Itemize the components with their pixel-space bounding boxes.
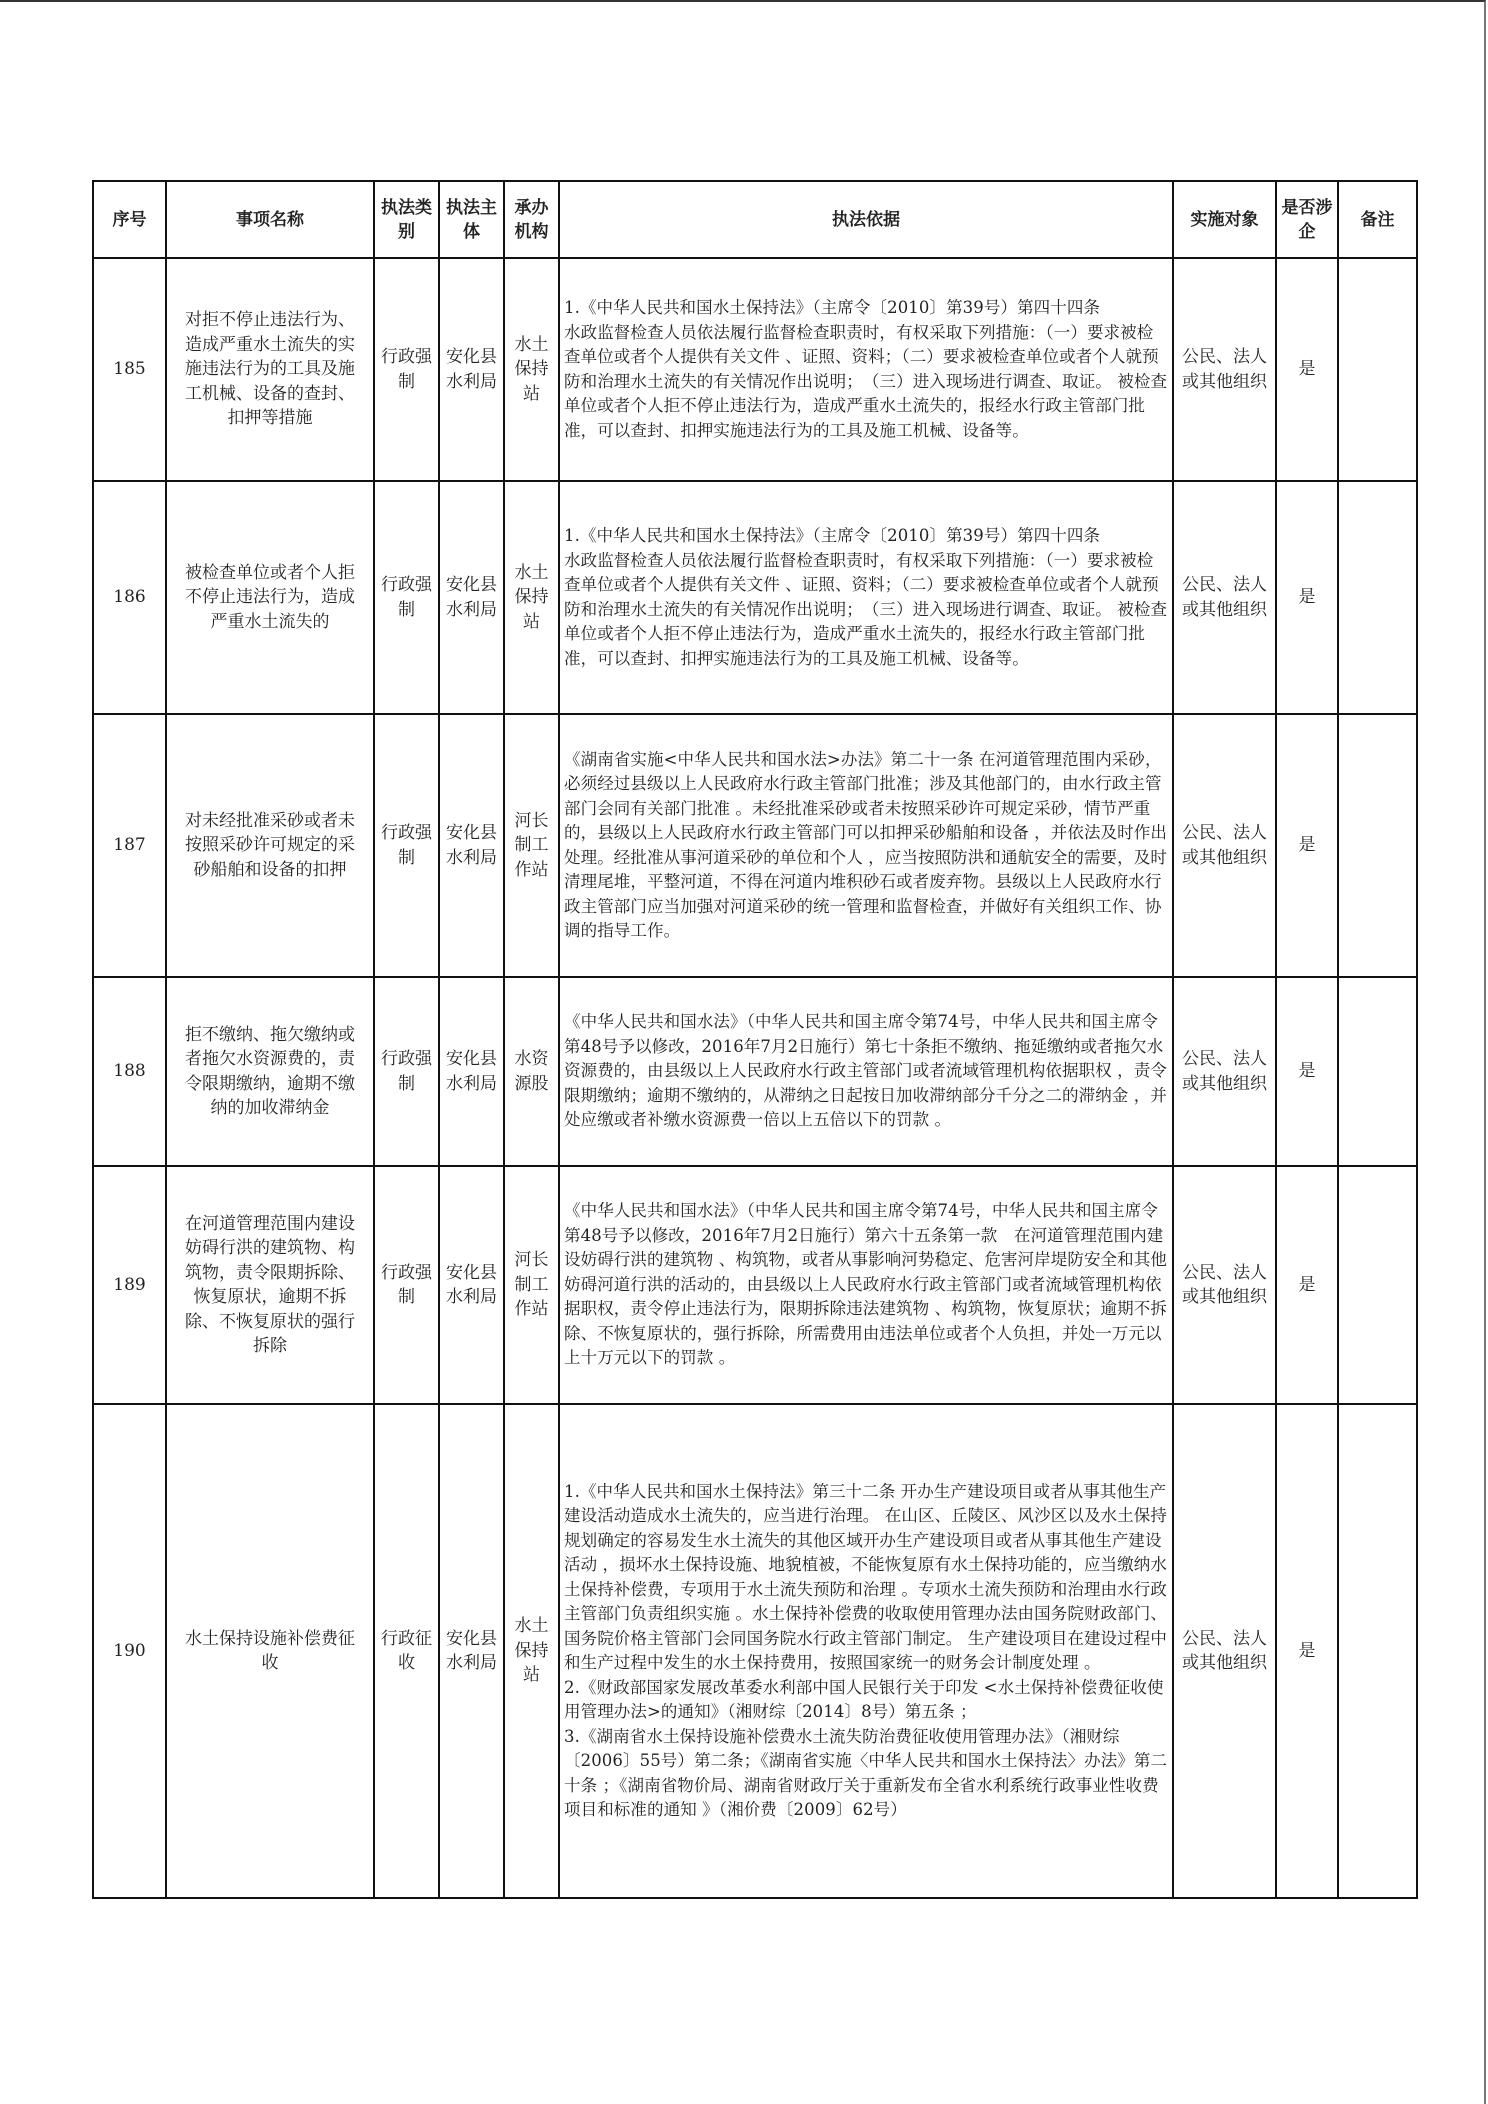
cell-remark — [1338, 1404, 1417, 1898]
cell-agency: 水土保持站 — [504, 481, 559, 714]
cell-no: 187 — [93, 714, 166, 977]
table-row — [93, 1166, 1417, 1404]
cell-category: 行政强制 — [374, 1166, 439, 1404]
cell-basis: 《中华人民共和国水法》（中华人民共和国主席令第74号，中华人民共和国主席令第48号予以修改，2016年7月2日施行）第六十五条第一款 在河道管理范围内建设妨碍行洪的建筑物 、构筑物，或者从事影响河势稳定、危害河岸堤防安全和其他妨碍河道行洪的活动的，由县级以上人民政府水行政主管部门或者流域管理机构依据职权，责令停止违法行为，限期拆除违法建筑物 、构筑物，恢复原状；逾期不拆除、不恢复原状的，强行拆除，所需费用由违法单位或者个人负担，并处一万元以上十万元以下的罚款 。 — [559, 1166, 1173, 1404]
cell-subject: 安化县水利局 — [439, 1166, 504, 1404]
cell-remark — [1338, 258, 1417, 481]
cell-category: 行政强制 — [374, 481, 439, 714]
cell-remark — [1338, 1166, 1417, 1404]
cell-target: 公民、法人或其他组织 — [1173, 1404, 1276, 1898]
cell-item-name: 拒不缴纳、拖欠缴纳或者拖欠水资源费的，责令限期缴纳，逾期不缴纳的加收滞纳金 — [166, 977, 374, 1166]
table-row — [93, 481, 1417, 714]
cell-enterprise: 是 — [1276, 258, 1338, 481]
enforcement-items-table — [92, 180, 1418, 1899]
cell-no: 190 — [93, 1404, 166, 1898]
cell-no: 186 — [93, 481, 166, 714]
cell-subject: 安化县水利局 — [439, 714, 504, 977]
header-target: 实施对象 — [1173, 181, 1276, 258]
cell-target: 公民、法人或其他组织 — [1173, 481, 1276, 714]
header-basis: 执法依据 — [559, 181, 1173, 258]
cell-target: 公民、法人或其他组织 — [1173, 258, 1276, 481]
cell-basis: 1.《中华人民共和国水土保持法》第三十二条 开办生产建设项目或者从事其他生产建设活动造成水土流失的，应当进行治理。 在山区、丘陵区、风沙区以及水土保持规划确定的容易发生水土流失的其他区域开办生产建设项目或者从事其他生产建设活动 ，损坏水土保持设施、地貌植被，不能恢复原有水土保持功能的，应当缴纳水土保持补偿费，专项用于水土流失预防和治理 。专项水土流失预防和治理由水行政主管部门负责组织实施 。水土保持补偿费的收取使用管理办法由国务院财政部门、国务院价格主管部门会同国务院水行政主管部门制定。 生产建设项目在建设过程中和生产过程中发生的水土保持费用，按照国家统一的财务会计制度处理 。 2.《财政部国家发展改革委水利部中国人民银行关于印发 <水土保持补偿费征收使用管理办法>的通知》（湘财综〔2014〕8号）第五条 ； 3.《湖南省水土保持设施补偿费水土流失防治费征收使用管理办法》（湘财综〔2006〕55号）第二条；《湖南省实施〈中华人民共和国水土保持法〉办法》第二十条 ；《湖南省物价局、湖南省财政厅关于重新发布全省水利系统行政事业性收费项目和标准的通知 》（湘价费〔2009〕62号） — [559, 1404, 1173, 1898]
header-agency: 承办机构 — [504, 181, 559, 258]
table-body — [93, 258, 1417, 1898]
cell-enterprise: 是 — [1276, 977, 1338, 1166]
cell-agency: 水土保持站 — [504, 1404, 559, 1898]
cell-enterprise: 是 — [1276, 1404, 1338, 1898]
cell-category: 行政强制 — [374, 714, 439, 977]
cell-basis: 1.《中华人民共和国水土保持法》（主席令〔2010〕第39号）第四十四条 水政监督检查人员依法履行监督检查职责时，有权采取下列措施：（一）要求被检查单位或者个人提供有关文件 、证照、资料；（二）要求被检查单位或者个人就预防和治理水土流失的有关情况作出说明； （三）进入现场进行调查、取证。 被检查单位或者个人拒不停止违法行为，造成严重水土流失的，报经水行政主管部门批准，可以查封、扣押实施违法行为的工具及施工机械、设备等。 — [559, 481, 1173, 714]
cell-enterprise: 是 — [1276, 1166, 1338, 1404]
header-row — [93, 181, 1417, 258]
header-remark: 备注 — [1338, 181, 1417, 258]
cell-target: 公民、法人或其他组织 — [1173, 977, 1276, 1166]
cell-item-name: 对拒不停止违法行为、造成严重水土流失的实施违法行为的工具及施工机械、设备的查封、扣押等措施 — [166, 258, 374, 481]
cell-target: 公民、法人或其他组织 — [1173, 1166, 1276, 1404]
cell-no: 185 — [93, 258, 166, 481]
cell-agency: 河长制工作站 — [504, 714, 559, 977]
cell-remark — [1338, 481, 1417, 714]
table-row — [93, 977, 1417, 1166]
header-subject: 执法主体 — [439, 181, 504, 258]
cell-subject: 安化县水利局 — [439, 977, 504, 1166]
header-category: 执法类别 — [374, 181, 439, 258]
cell-no: 189 — [93, 1166, 166, 1404]
cell-item-name: 对未经批准采砂或者未按照采砂许可规定的采砂船舶和设备的扣押 — [166, 714, 374, 977]
cell-item-name: 被检查单位或者个人拒不停止违法行为，造成严重水土流失的 — [166, 481, 374, 714]
table-row — [93, 1404, 1417, 1898]
table-row — [93, 714, 1417, 977]
cell-remark — [1338, 714, 1417, 977]
cell-target: 公民、法人或其他组织 — [1173, 714, 1276, 977]
cell-remark — [1338, 977, 1417, 1166]
header-enterprise: 是否涉企 — [1276, 181, 1338, 258]
cell-basis: 1.《中华人民共和国水土保持法》（主席令〔2010〕第39号）第四十四条 水政监督检查人员依法履行监督检查职责时，有权采取下列措施：（一）要求被检查单位或者个人提供有关文件 、证照、资料；（二）要求被检查单位或者个人就预防和治理水土流失的有关情况作出说明； （三）进入现场进行调查、取证。 被检查单位或者个人拒不停止违法行为，造成严重水土流失的，报经水行政主管部门批准，可以查封、扣押实施违法行为的工具及施工机械、设备等。 — [559, 258, 1173, 481]
cell-no: 188 — [93, 977, 166, 1166]
cell-basis: 《湖南省实施<中华人民共和国水法>办法》第二十一条 在河道管理范围内采砂，必须经过县级以上人民政府水行政主管部门批准；涉及其他部门的，由水行政主管部门会同有关部门批准 。未经批准采砂或者未按照采砂许可规定采砂，情节严重的，县级以上人民政府水行政主管部门可以扣押采砂船舶和设备 ，并依法及时作出处理。经批准从事河道采砂的单位和个人 ，应当按照防洪和通航安全的需要，及时清理尾堆，平整河道，不得在河道内堆积砂石或者废弃物。县级以上人民政府水行政主管部门应当加强对河道采砂的统一管理和监督检查，并做好有关组织工作、协调的指导工作。 — [559, 714, 1173, 977]
cell-item-name: 在河道管理范围内建设妨碍行洪的建筑物、构筑物，责令限期拆除、恢复原状，逾期不拆除、不恢复原状的强行拆除 — [166, 1166, 374, 1404]
cell-enterprise: 是 — [1276, 714, 1338, 977]
table-row — [93, 258, 1417, 481]
cell-subject: 安化县水利局 — [439, 1404, 504, 1898]
header-name: 事项名称 — [166, 181, 374, 258]
cell-category: 行政征收 — [374, 1404, 439, 1898]
cell-basis: 《中华人民共和国水法》（中华人民共和国主席令第74号，中华人民共和国主席令第48号予以修改，2016年7月2日施行）第七十条拒不缴纳、拖延缴纳或者拖欠水资源费的，由县级以上人民政府水行政主管部门或者流域管理机构依据职权 ，责令限期缴纳；逾期不缴纳的，从滞纳之日起按日加收滞纳部分千分之二的滞纳金 ，并处应缴或者补缴水资源费一倍以上五倍以下的罚款 。 — [559, 977, 1173, 1166]
cell-category: 行政强制 — [374, 977, 439, 1166]
cell-subject: 安化县水利局 — [439, 258, 504, 481]
cell-category: 行政强制 — [374, 258, 439, 481]
cell-item-name: 水土保持设施补偿费征收 — [166, 1404, 374, 1898]
header-no: 序号 — [93, 181, 166, 258]
cell-agency: 水资源股 — [504, 977, 559, 1166]
cell-enterprise: 是 — [1276, 481, 1338, 714]
cell-subject: 安化县水利局 — [439, 481, 504, 714]
cell-agency: 河长制工作站 — [504, 1166, 559, 1404]
cell-agency: 水土保持站 — [504, 258, 559, 481]
